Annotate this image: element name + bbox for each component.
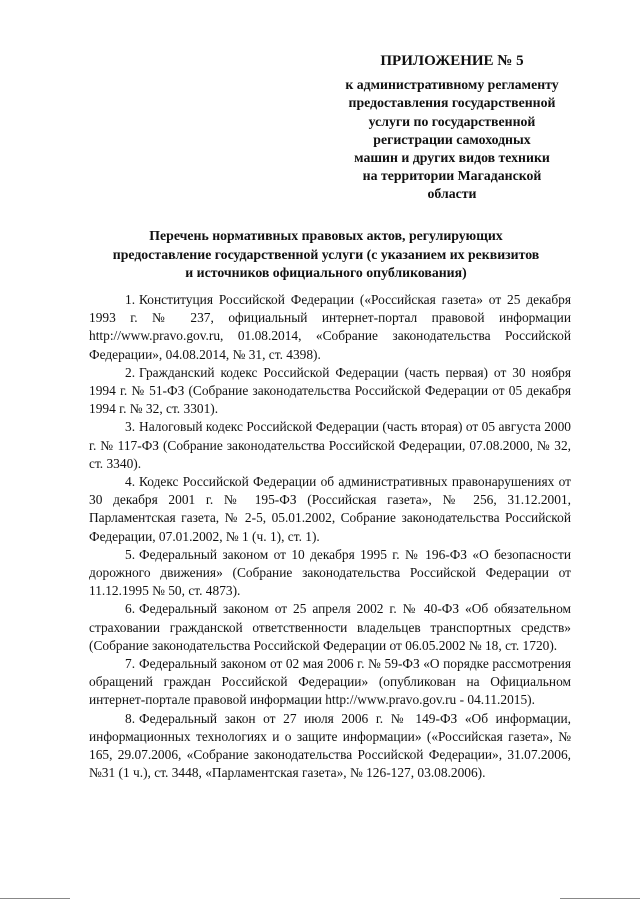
- legal-act-item: [89, 655, 571, 710]
- item-text: Гражданский кодекс Российской Федерации (часть первая) от 30 ноября 1994 г. № 51-ФЗ (Собрание законодательства Российской Федерации от 05 декабря 1994 г. № 32, ст. 3301).: [89, 364, 571, 417]
- appendix-line: к административному регламенту: [345, 77, 559, 93]
- item-text: Конституция Российской Федерации («Российская газета» от 25 декабря 1993 г. № 237, официальный интернет-портал правовой информации http://www.pravo.gov.ru, 01.08.2014, «Собрание законодательства Российской Федерации», 04.08.2014, № 31, ст. 4398).: [89, 292, 571, 362]
- legal-act-item: [89, 710, 571, 783]
- appendix-line: регистрации самоходных: [373, 131, 531, 147]
- legal-act-item: [89, 291, 571, 364]
- appendix-title: ПРИЛОЖЕНИЕ № 5: [380, 53, 524, 69]
- item-text: Кодекс Российской Федерации об административных правонарушениях от 30 декабря 2001 г. № 195-ФЗ (Российская газета», № 256, 31.12.2001, Парламентская газета, № 2-5, 05.01.2002, Собрание законодательства Российской Федерации, 07.01.2002, № 1 (ч. 1), ст. 1).: [89, 474, 571, 544]
- item-number: 7.: [125, 656, 136, 672]
- item-text: Федеральный закон от 27 июля 2006 г. № 149-ФЗ «Об информации, информационных технологиях и о защите информации» («Российская газета», № 165, 29.07.2006, «Собрание законодательства Российской Федерации», 31.07.2006, №31 (1 ч.), ст. 3448, «Парламентская газета», № 126-127, 03.08.2006).: [89, 710, 571, 781]
- item-text: Налоговый кодекс Российской Федерации (часть вторая) от 05 августа 2000 г. № 117-ФЗ (Собрание законодательства Российской Федерации, 07.08.2000, № 32, ст. 3340).: [89, 419, 571, 471]
- list-title-line: Перечень нормативных правовых актов, регулирующих: [149, 228, 503, 243]
- item-number: 2.: [125, 364, 136, 380]
- legal-act-item: [89, 546, 571, 601]
- legal-act-item: [89, 364, 571, 419]
- appendix-line: на территории Магаданской: [362, 168, 542, 184]
- item-number: 6.: [125, 601, 136, 617]
- item-number: 1.: [125, 292, 136, 307]
- appendix-line: машин и других видов техники: [354, 150, 550, 166]
- appendix-line: предоставления государственной: [348, 95, 556, 111]
- item-text: Федеральный законом от 25 апреля 2002 г. № 40-ФЗ «Об обязательном страховании гражданской ответственности владельцев транспортных средств» (Собрание законодательства Российской Федерации от 06.05.2002 № 18, ст. 1720).: [89, 601, 571, 653]
- item-number: 5.: [125, 546, 136, 562]
- legal-act-item: [89, 473, 571, 546]
- item-number: 3.: [125, 419, 136, 435]
- item-text: Федеральный законом от 10 декабря 1995 г. № 196-ФЗ «О безопасности дорожного движения» (Собрание законодательства Российской Федерации от 11.12.1995 № 50, ст. 4873).: [89, 546, 571, 599]
- appendix-line: услуги по государственной: [368, 113, 536, 129]
- scan-edge-line: [560, 898, 640, 899]
- item-number: 8.: [125, 710, 136, 726]
- legal-acts-list: [89, 291, 571, 782]
- scan-edge-line: [0, 898, 70, 899]
- legal-act-item: [89, 418, 571, 473]
- list-title: [76, 227, 576, 283]
- list-title-line: и источников официального опубликования): [185, 265, 467, 280]
- item-text: Федеральный законом от 02 мая 2006 г. № 59-ФЗ «О порядке рассмотрения обращений граждан Российской Федерации» (опубликован на Официальном интернет-портале правовой информации http://www.pravo.gov.ru - 04.11.2015).: [89, 656, 571, 708]
- list-title-line: предоставление государственной услуги (с указанием их реквизитов: [112, 246, 540, 262]
- item-number: 4.: [125, 474, 136, 490]
- appendix-header: [330, 52, 574, 204]
- legal-act-item: [89, 600, 571, 655]
- appendix-line: области: [427, 186, 477, 202]
